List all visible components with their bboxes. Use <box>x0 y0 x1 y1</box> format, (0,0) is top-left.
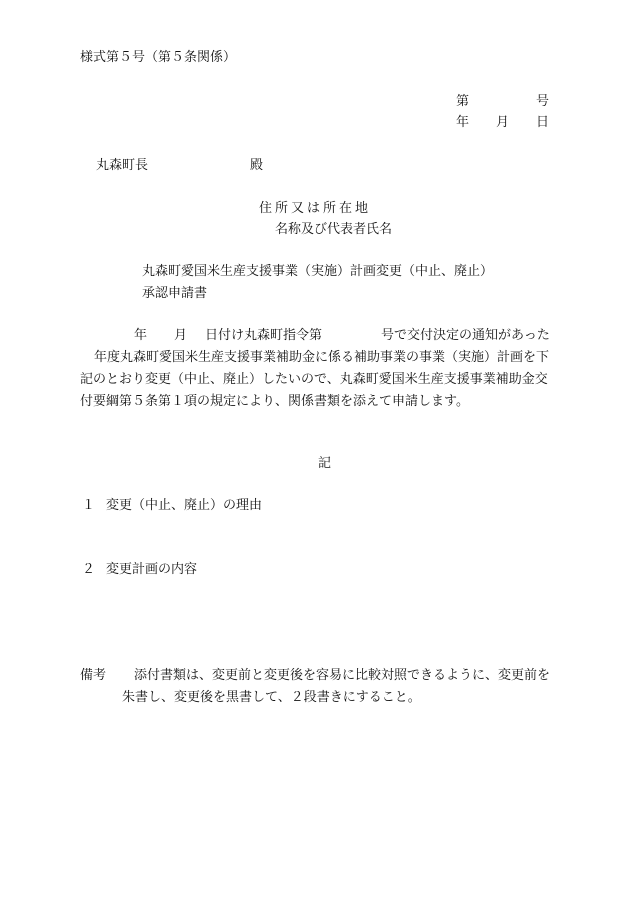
form-id: 様式第５号（第５条関係） <box>80 50 237 65</box>
body-l1-month: 月 <box>174 328 188 343</box>
item-2-text: 変更計画の内容 <box>106 562 198 577</box>
addressee-honorific: 殿 <box>250 158 264 173</box>
remarks-label: 備考 <box>80 668 107 683</box>
body-l1-text: 日付け丸森町指令第 <box>205 328 323 343</box>
item-1-text: 変更（中止、廃止）の理由 <box>106 498 263 513</box>
ki-heading: 記 <box>318 456 332 471</box>
body-line3: 記のとおり変更（中止、廃止）したいので、丸森町愛国米生産支援事業補助金交 <box>80 372 548 387</box>
title-line2: 承認申請書 <box>142 286 208 301</box>
number-go: 号 <box>536 94 550 109</box>
date-year: 年 <box>456 115 470 130</box>
body-line2: 年度丸森町愛国米生産支援事業補助金に係る補助事業の事業（実施）計画を下 <box>94 350 550 365</box>
item-1-num: １ <box>82 498 96 513</box>
number-dai: 第 <box>456 94 470 109</box>
date-month: 月 <box>496 115 510 130</box>
applicant-name-label: 名称及び代表者氏名 <box>275 222 393 237</box>
addressee-name: 丸森町長 <box>96 158 149 173</box>
body-l1-end: 号で交付決定の通知があった <box>381 328 550 343</box>
remarks-line1: 添付書類は、変更前と変更後を容易に比較対照できるように、変更前を <box>134 668 551 683</box>
title-line1: 丸森町愛国米生産支援事業（実施）計画変更（中止、廃止） <box>142 264 494 279</box>
item-2-num: ２ <box>82 562 96 577</box>
applicant-address-label: 住所又は所在地 <box>259 201 372 216</box>
body-l1-year: 年 <box>134 328 148 343</box>
date-day: 日 <box>536 115 550 130</box>
body-line4: 付要綱第５条第１項の規定により、関係書類を添えて申請します。 <box>80 394 469 409</box>
remarks-line2: 朱書し、変更後を黒書して、２段書きにすること。 <box>122 690 421 705</box>
